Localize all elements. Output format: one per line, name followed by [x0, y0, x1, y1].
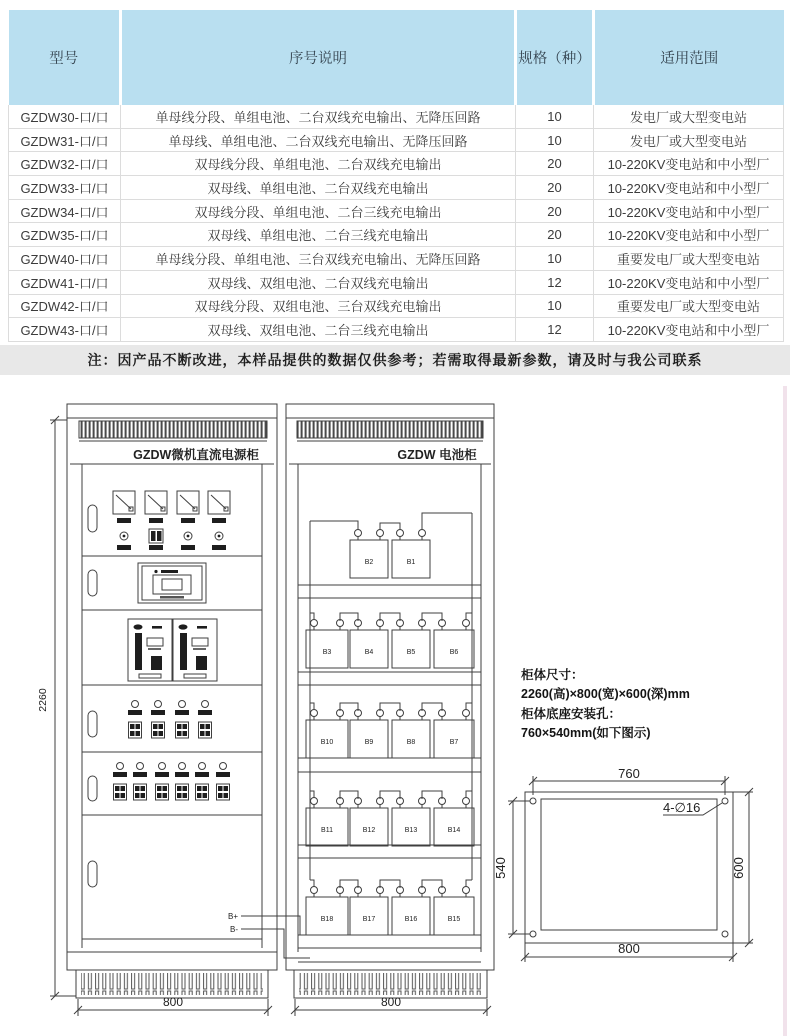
model-cell: GZDW41-口/口 — [9, 270, 121, 294]
mounting-hole — [530, 798, 536, 804]
desc-cell: 单母线分段、单组电池、三台双线充电输出、无降压回路 — [121, 247, 516, 271]
charger-module — [173, 619, 217, 681]
table-row — [9, 152, 784, 176]
table-row — [9, 199, 784, 223]
range-cell: 重要发电厂或大型变电站 — [594, 294, 784, 318]
spec-cell: 12 — [516, 318, 594, 342]
model-cell: GZDW33-口/口 — [9, 176, 121, 200]
spec-cell: 10 — [516, 247, 594, 271]
svg-text:B12: B12 — [362, 827, 376, 834]
battery-cell — [434, 798, 474, 847]
mounting-hole — [530, 931, 536, 937]
model-cell: GZDW31-口/口 — [9, 128, 121, 152]
breaker-row-4 — [128, 701, 212, 739]
vent-grille — [297, 421, 483, 438]
specs-mounting-title: 柜体底座安装孔： — [521, 706, 622, 721]
battery-cabinet-title: GZDW 电池柜 — [397, 448, 477, 462]
svg-text:B9: B9 — [364, 739, 374, 746]
battery-cell — [434, 710, 474, 759]
svg-text:600: 600 — [731, 857, 746, 879]
model-cell: GZDW42-口/口 — [9, 294, 121, 318]
battery-cell — [306, 710, 348, 759]
battery-cell — [392, 530, 430, 579]
desc-cell: 双母线、单组电池、二台三线充电输出 — [121, 223, 516, 247]
range-cell: 10-220KV变电站和中小型厂 — [594, 199, 784, 223]
breaker-icon — [128, 701, 142, 739]
power-cabinet-drawing — [67, 404, 277, 998]
meter-icon — [177, 491, 199, 523]
range-cell: 发电厂或大型变电站 — [594, 105, 784, 128]
spec-cell: 20 — [516, 152, 594, 176]
svg-text:B5: B5 — [406, 649, 416, 656]
cabinet-specs-block — [521, 666, 756, 744]
indicator-lamp-row — [117, 529, 226, 550]
vent-grille — [79, 421, 267, 438]
battery-cell — [350, 620, 388, 669]
battery-cell — [392, 887, 430, 936]
range-cell: 10-220KV变电站和中小型厂 — [594, 318, 784, 342]
svg-text:B6: B6 — [449, 649, 459, 656]
monitor-module — [138, 563, 206, 603]
breaker-icon — [198, 701, 212, 739]
battery-cabinet-drawing — [286, 404, 494, 998]
plinth-vents — [81, 973, 263, 995]
battery-shelves — [298, 585, 481, 962]
model-cell: GZDW32-口/口 — [9, 152, 121, 176]
svg-text:B2: B2 — [364, 559, 374, 566]
battery-cell — [306, 798, 348, 847]
battery-cell — [434, 620, 474, 669]
breaker-icon — [175, 763, 189, 801]
svg-text:B16: B16 — [404, 916, 418, 923]
battery-cell — [350, 798, 388, 847]
specs-title: 柜体尺寸： — [521, 668, 584, 682]
battery-cell — [392, 798, 430, 847]
table-row — [9, 247, 784, 271]
specs-dimensions: 2260(高)×800(宽)×600(深)mm — [521, 687, 690, 702]
svg-text:B18: B18 — [320, 916, 334, 923]
svg-text:2260: 2260 — [37, 688, 49, 712]
table-row — [9, 176, 784, 200]
specs-mounting-dimensions: 760×540mm(如下图示) — [521, 726, 651, 741]
model-cell: GZDW35-口/口 — [9, 223, 121, 247]
page-edge — [783, 386, 787, 1036]
dimension-base-right — [731, 788, 753, 947]
spec-table-header — [9, 10, 784, 105]
desc-cell: 单母线分段、单组电池、二台双线充电输出、无降压回路 — [121, 105, 516, 128]
desc-cell: 双母线、双组电池、二台双线充电输出 — [121, 270, 516, 294]
mounting-hole — [722, 798, 728, 804]
model-cell: GZDW30-口/口 — [9, 105, 121, 128]
dimension-base-left — [493, 797, 530, 938]
table-row — [9, 294, 784, 318]
desc-cell: 双母线分段、单组电池、二台双线充电输出 — [121, 152, 516, 176]
svg-text:B11: B11 — [321, 827, 333, 834]
base-mounting-diagram — [493, 766, 753, 962]
svg-text:4-∅16: 4-∅16 — [663, 800, 701, 815]
svg-text:B1: B1 — [406, 559, 416, 566]
table-row — [9, 105, 784, 128]
svg-text:B4: B4 — [364, 649, 374, 656]
svg-text:B13: B13 — [404, 827, 418, 834]
breaker-icon — [151, 701, 165, 739]
breaker-icon — [195, 763, 209, 801]
battery-cell — [392, 620, 430, 669]
desc-cell: 单母线、单组电池、二台双线充电输出、无降压回路 — [121, 128, 516, 152]
battery-cell — [392, 710, 430, 759]
range-cell: 10-220KV变电站和中小型厂 — [594, 176, 784, 200]
battery-cell — [306, 887, 348, 936]
meter-icon — [208, 491, 230, 523]
model-cell: GZDW40-口/口 — [9, 247, 121, 271]
col-header-model: 型号 — [9, 10, 121, 105]
desc-cell: 双母线分段、双组电池、三台双线充电输出 — [121, 294, 516, 318]
cabinet-handle — [88, 505, 97, 887]
breaker-icon — [133, 763, 147, 801]
battery-cell — [350, 710, 388, 759]
svg-text:800: 800 — [380, 995, 402, 1009]
terminal-positive-label: B+ — [227, 912, 238, 921]
breaker-row-6 — [113, 763, 230, 801]
table-row — [9, 318, 784, 342]
terminal-negative-label: B- — [230, 925, 238, 934]
svg-text:B15: B15 — [447, 916, 461, 923]
range-cell: 10-220KV变电站和中小型厂 — [594, 270, 784, 294]
col-header-description: 序号说明 — [121, 10, 516, 105]
range-cell: 10-220KV变电站和中小型厂 — [594, 152, 784, 176]
spec-cell: 10 — [516, 105, 594, 128]
battery-cell — [306, 620, 348, 669]
svg-text:800: 800 — [162, 995, 184, 1009]
svg-text:B8: B8 — [406, 739, 416, 746]
spec-cell: 10 — [516, 128, 594, 152]
meter-icon — [145, 491, 167, 523]
battery-cell — [434, 887, 474, 936]
table-row — [9, 223, 784, 247]
battery-cell — [350, 887, 388, 936]
spec-cell: 12 — [516, 270, 594, 294]
power-cabinet-title: GZDW微机直流电源柜 — [133, 448, 259, 462]
svg-text:540: 540 — [493, 857, 508, 879]
col-header-spec-count: 规格（种） — [516, 10, 594, 105]
dimension-base-top — [529, 766, 729, 795]
desc-cell: 双母线、单组电池、二台双线充电输出 — [121, 176, 516, 200]
spec-cell: 20 — [516, 176, 594, 200]
desc-cell: 双母线、双组电池、二台三线充电输出 — [121, 318, 516, 342]
svg-text:B17: B17 — [362, 916, 376, 923]
meter-icon — [113, 491, 135, 523]
analog-meter-icons — [113, 491, 230, 523]
dimension-base-bottom — [521, 941, 737, 962]
breaker-icon — [155, 763, 169, 801]
cabinet-drawings — [0, 386, 790, 1036]
breaker-icon — [113, 763, 127, 801]
desc-cell: 双母线分段、单组电池、二台三线充电输出 — [121, 199, 516, 223]
svg-text:B7: B7 — [449, 739, 459, 746]
breaker-icon — [175, 701, 189, 739]
svg-text:B3: B3 — [322, 649, 332, 656]
svg-text:760: 760 — [618, 766, 640, 781]
spec-table — [8, 10, 784, 342]
spec-cell: 10 — [516, 294, 594, 318]
model-cell: GZDW43-口/口 — [9, 318, 121, 342]
plinth-vents — [299, 973, 482, 995]
table-row — [9, 270, 784, 294]
mounting-holes-callout — [663, 800, 722, 815]
dimension-cabinet-height — [37, 416, 76, 1000]
model-cell: GZDW34-口/口 — [9, 199, 121, 223]
svg-text:B14: B14 — [447, 827, 461, 834]
charger-module — [128, 619, 172, 681]
spec-cell: 20 — [516, 223, 594, 247]
range-cell: 发电厂或大型变电站 — [594, 128, 784, 152]
col-header-application: 适用范围 — [594, 10, 784, 105]
battery-cell — [350, 530, 388, 579]
table-row — [9, 128, 784, 152]
svg-text:800: 800 — [618, 941, 640, 956]
svg-text:B10: B10 — [320, 739, 334, 746]
spec-cell: 20 — [516, 199, 594, 223]
mounting-hole — [722, 931, 728, 937]
breaker-icon — [216, 763, 230, 801]
range-cell: 10-220KV变电站和中小型厂 — [594, 223, 784, 247]
note-bar: 注：因产品不断改进，本样品提供的数据仅供参考；若需取得最新参数，请及时与我公司联系 — [0, 345, 790, 375]
range-cell: 重要发电厂或大型变电站 — [594, 247, 784, 271]
